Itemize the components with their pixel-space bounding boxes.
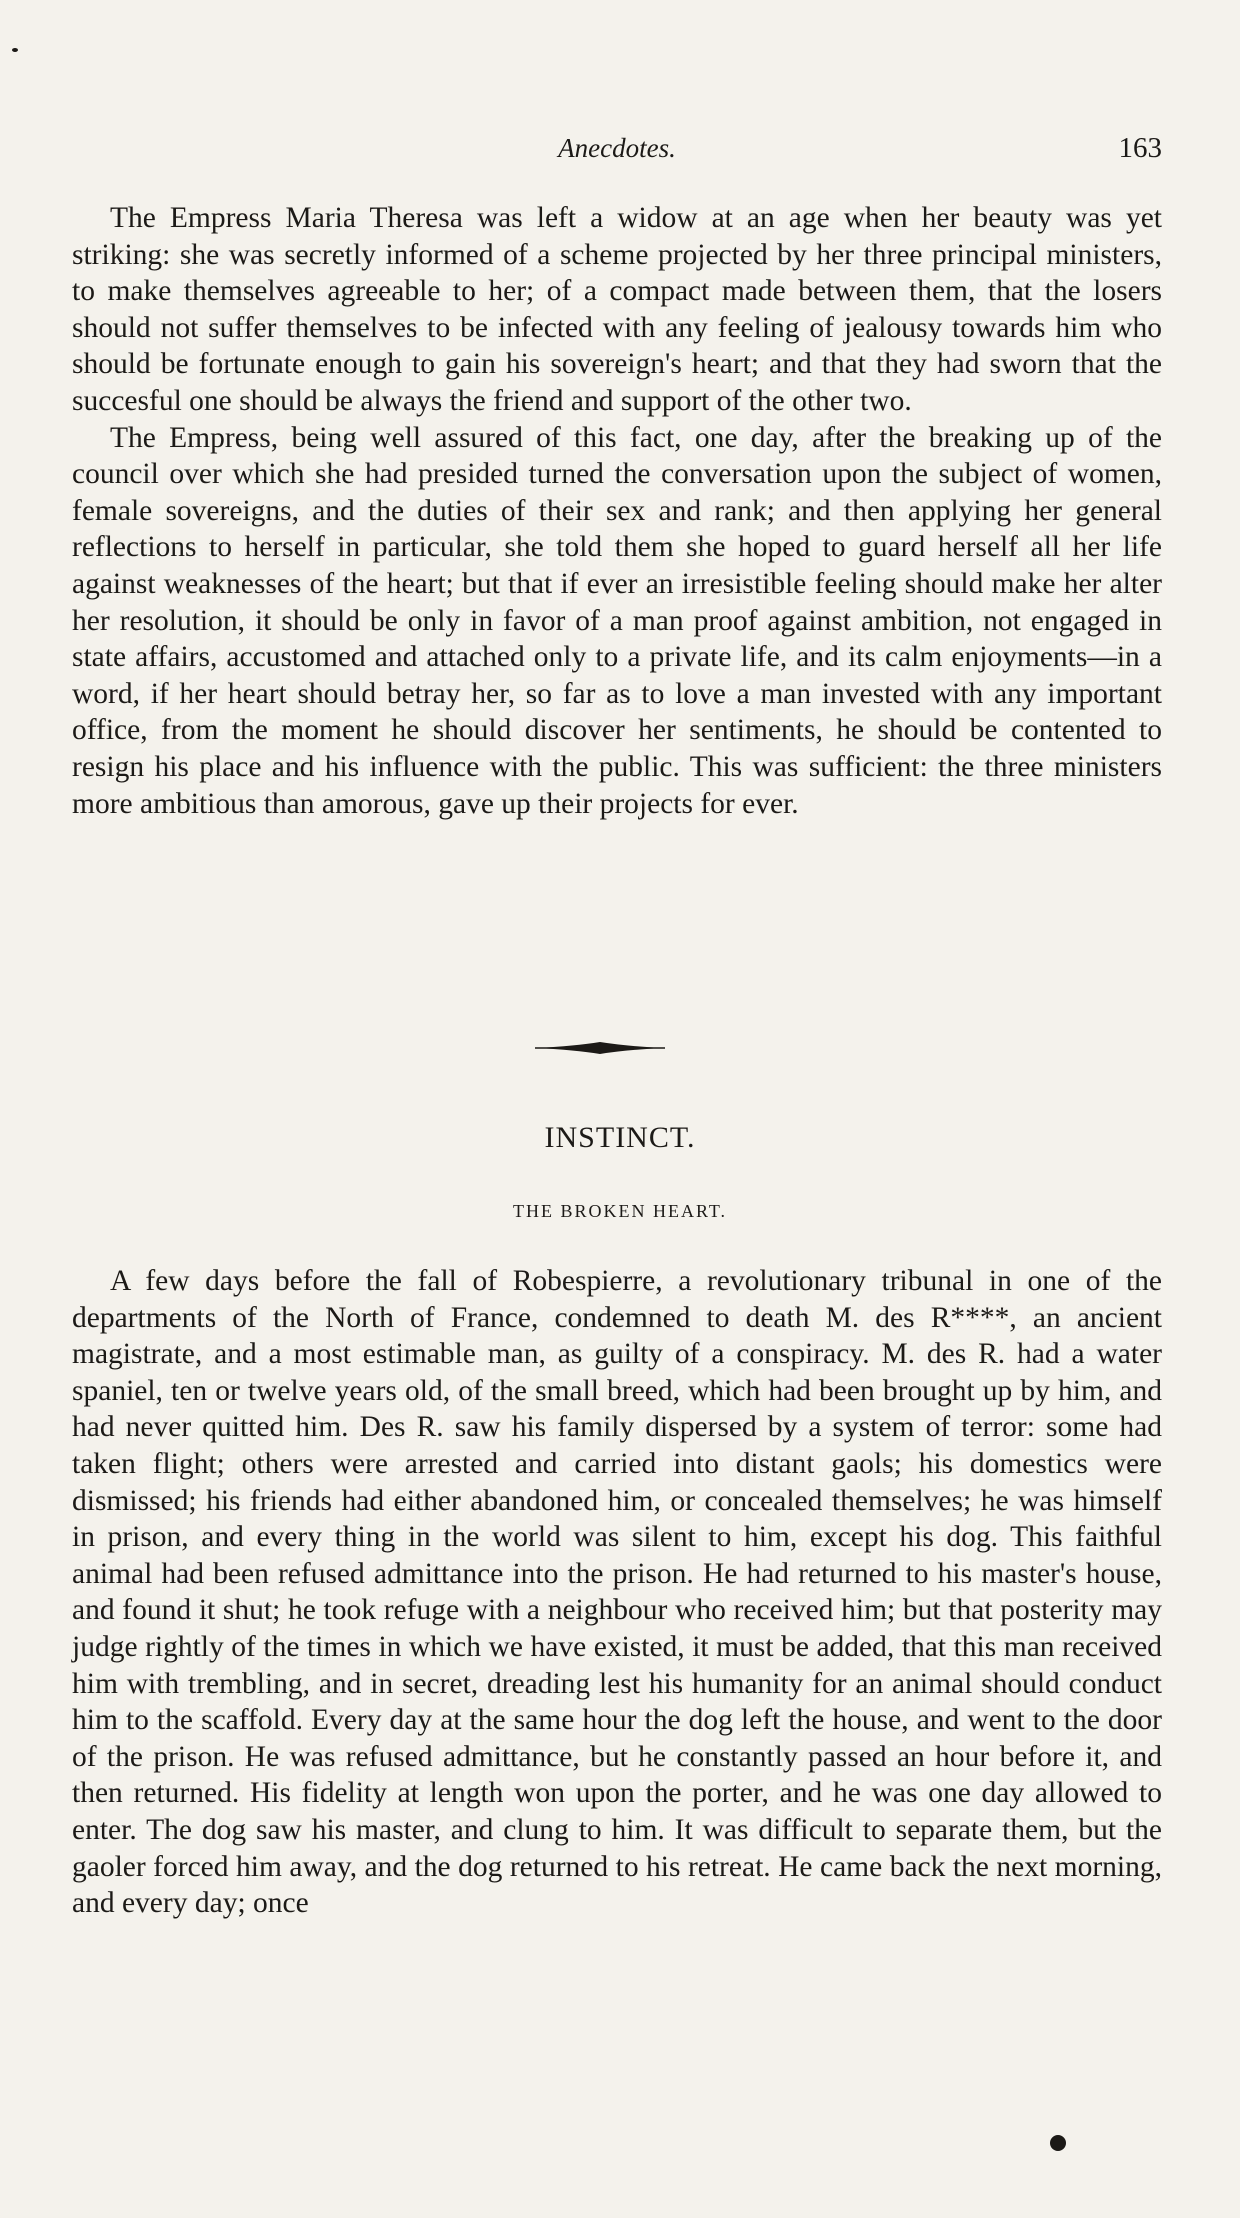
ink-blot <box>1050 2135 1066 2151</box>
paragraph: The Empress Maria Theresa was left a widow at an age when her beauty was yet striking: she was secretly informed of a scheme projected by her three principal ministers, to make themselves agreeable to her; of a compact made between them, that the losers should not suffer themselves to be infected with any feeling of jealousy towards him who should be fortunate enough to gain his sovereign's heart; and that they had sworn that the succesful one should be always the friend and support of the other two. <box>72 202 1162 417</box>
paragraph: A few days before the fall of Robespierre, a revolutionary tribunal in one of the departments of the North of France, condemned to death M. des R****, an ancient magistrate, and a most estimable man, as guilty of a conspiracy. M. des R. had a water spaniel, ten or twelve years old, of the small breed, which had been brought up by him, and had never quitted him. Des R. saw his family dispersed by a system of terror: some had taken flight; others were arrested and carried into distant gaols; his domestics were dismissed; his friends had either abandoned him, or concealed themselves; he was himself in prison, and every thing in the world was silent to him, except his dog. This faithful animal had been refused admittance into the prison. He had returned to his master's house, and found it shut; he took refuge with a neighbour who received him; but that posterity may judge rightly of the times in which we have existed, it must be added, that this man received him with trembling, and in secret, dreading lest his humanity for an animal should conduct him to the scaffold. Every day at the same hour the dog left the house, and went to the door of the prison. He was refused admittance, but he constantly passed an hour before it, and then returned. His fidelity at length won upon the porter, and he was one day allowed to enter. The dog saw his master, and clung to him. It was difficult to separate them, but the gaoler forced him away, and the dog returned to his retreat. He came back the next morning, and every day; once <box>72 1265 1162 1920</box>
section-subtitle: THE BROKEN HEART. <box>512 1201 728 1221</box>
section-title: INSTINCT. <box>544 1121 696 1154</box>
paragraph: The Empress, being well assured of this fact, one day, after the breaking up of the council over which she had presided turned the conversation upon the subject of women, female sovereigns, and the duties of their sex and rank; and then applying her general reflections to herself in particular, she told them she hoped to guard herself all her life against weaknesses of the heart; but that if ever an irresistible feeling should make her alter her resolution, it should be only in favor of a man proof against ambition, not engaged in state affairs, accustomed and attached only to a private life, and its calm enjoyments—in a word, if her heart should betray her, so far as to love a man invested with any important office, from the moment he should discover her sentiments, he should be contented to resign his place and his influence with the public. This was sufficient: the three ministers more ambitious than amorous, gave up their projects for ever. <box>72 421 1162 820</box>
running-head <box>72 128 1162 168</box>
ink-speck <box>12 48 18 52</box>
swelled-rule-ornament-icon <box>535 1038 665 1058</box>
section-one-text <box>72 200 1162 822</box>
running-title: Anecdotes. <box>558 133 676 163</box>
section-two-text <box>72 1263 1162 1922</box>
page-number: 163 <box>1118 132 1162 164</box>
